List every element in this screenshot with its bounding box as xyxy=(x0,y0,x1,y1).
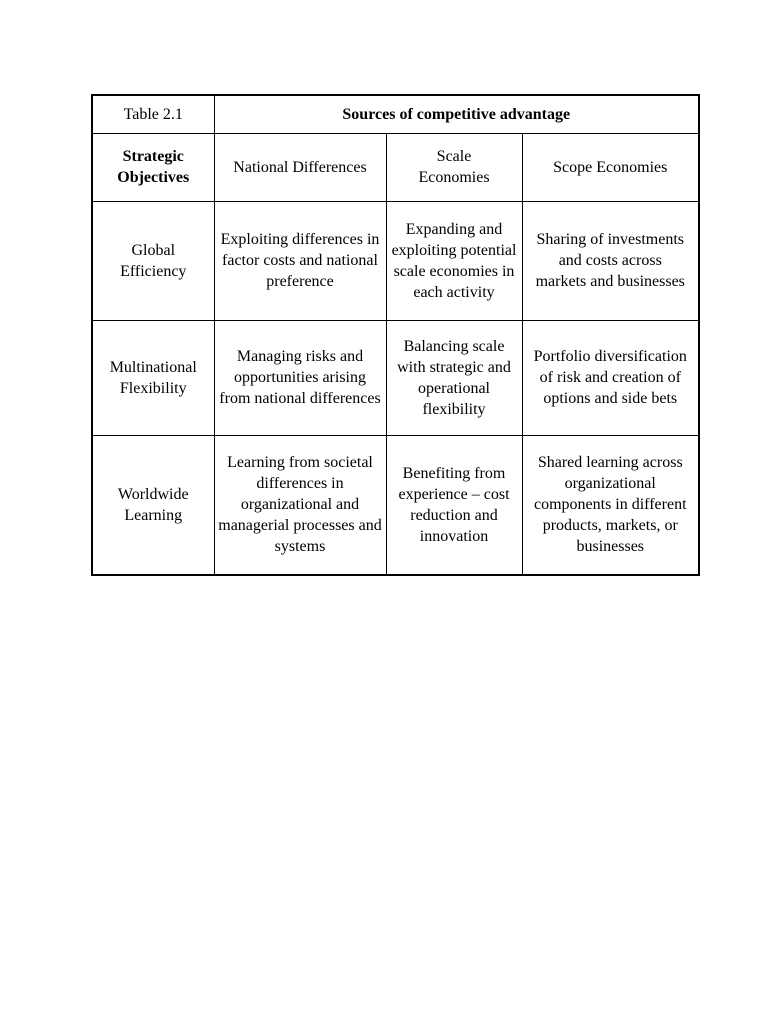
table-cell: Expanding and exploiting potential scale economies in each activity xyxy=(386,201,522,320)
row-header-global-efficiency xyxy=(92,201,214,320)
column-header-scope-economies: Scope Economies xyxy=(522,133,699,201)
table-row xyxy=(92,201,699,320)
column-header-national-differences: National Differences xyxy=(214,133,386,201)
table-title: Sources of competitive advantage xyxy=(214,95,699,133)
corner-header xyxy=(92,133,214,201)
column-header-scale-economies xyxy=(386,133,522,201)
table-cell xyxy=(522,201,699,320)
table-row xyxy=(92,320,699,435)
column-header-scale-text: Scale Economies xyxy=(418,148,490,186)
table-row xyxy=(92,435,699,575)
cell-text: Sharing of investments and costs across markets and businesses xyxy=(535,231,685,290)
table-cell: Portfolio diversification of risk and creation of options and side bets xyxy=(522,320,699,435)
table-header-row xyxy=(92,133,699,201)
table-cell: Shared learning across organizational components in different products, markets, or businesses xyxy=(522,435,699,575)
table-cell: Benefiting from experience – cost reduction and innovation xyxy=(386,435,522,575)
table-cell: Exploiting differences in factor costs and national preference xyxy=(214,201,386,320)
row-header-text: Worldwide Learning xyxy=(117,485,189,524)
table-cell: Managing risks and opportunities arising from national differences xyxy=(214,320,386,435)
row-header-worldwide-learning xyxy=(92,435,214,575)
competitive-advantage-table xyxy=(91,94,700,576)
table-cell: Learning from societal differences in organizational and managerial processes and systems xyxy=(214,435,386,575)
table-title-row xyxy=(92,95,699,133)
corner-header-text: Strategic Objectives xyxy=(117,148,190,186)
table-cell: Balancing scale with strategic and operational flexibility xyxy=(386,320,522,435)
table-label: Table 2.1 xyxy=(92,95,214,133)
row-header-text: Global Efficiency xyxy=(120,241,187,280)
row-header-multinational-flexibility: Multinational Flexibility xyxy=(92,320,214,435)
